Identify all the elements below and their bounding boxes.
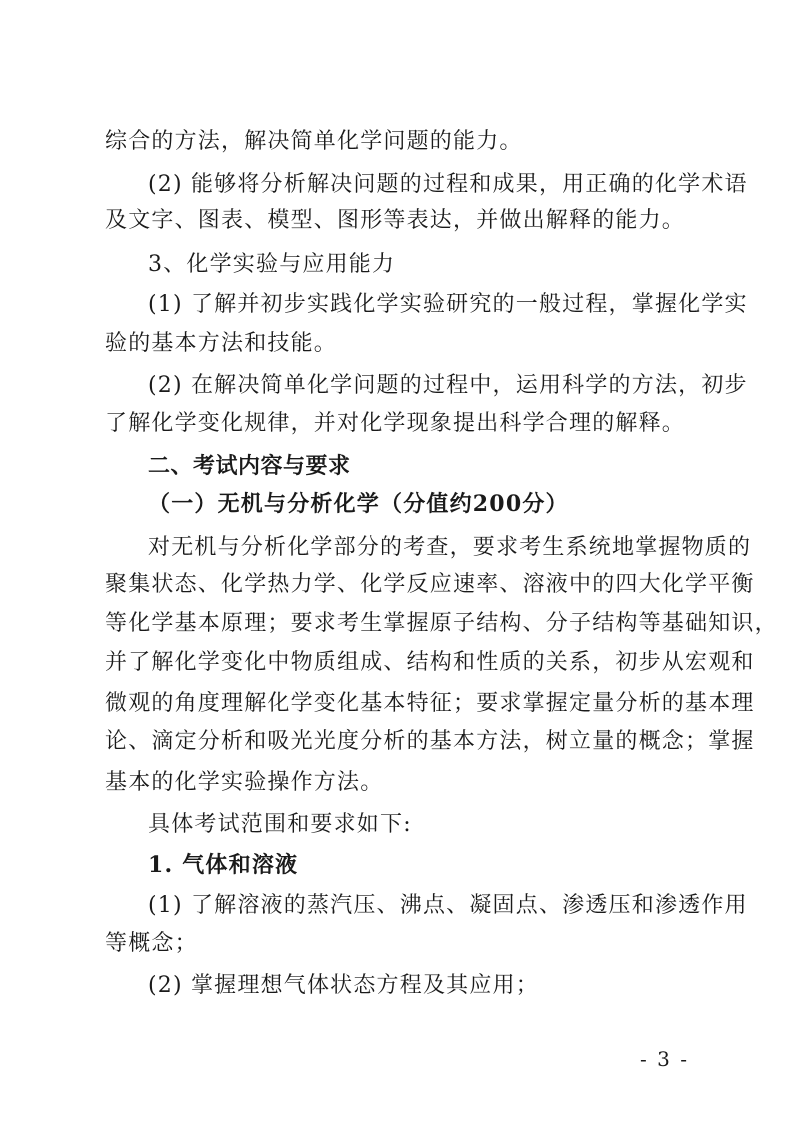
text-line: (2) 能够将分析解决问题的过程和成果，用正确的化学术语 (148, 172, 748, 197)
text-line: 了解化学变化规律，并对化学现象提出科学合理的解释。 (105, 411, 686, 436)
topic-heading: 1. 气体和溶液 (148, 852, 299, 878)
page-number: - 3 - (640, 1047, 689, 1071)
text-line: (2) 在解决简单化学问题的过程中，运用科学的方法，初步 (148, 373, 748, 398)
text-line: 等化学基本原理；要求考生掌握原子结构、分子结构等基础知识， (105, 611, 778, 636)
text-line: 等概念； (105, 931, 198, 956)
text-line: (1) 了解溶液的蒸汽压、沸点、凝固点、渗透压和渗透作用 (148, 893, 748, 918)
text-line: 聚集状态、化学热力学、化学反应速率、溶液中的四大化学平衡 (105, 572, 755, 597)
text-line: 综合的方法，解决简单化学问题的能力。 (105, 129, 523, 154)
subsection-heading: （一）无机与分析化学（分值约200分） (148, 491, 569, 517)
text-line: (1) 了解并初步实践化学实验研究的一般过程，掌握化学实 (148, 292, 748, 317)
text-line: 验的基本方法和技能。 (105, 331, 338, 356)
text-line: 对无机与分析化学部分的考查，要求考生系统地掌握物质的 (148, 535, 752, 560)
text-line: 并了解化学变化中物质组成、结构和性质的关系，初步从宏观和 (105, 650, 755, 675)
section-heading: 二、考试内容与要求 (148, 454, 351, 479)
text-line: 及文字、图表、模型、图形等表达，并做出解释的能力。 (105, 208, 686, 233)
text-line: 基本的化学实验操作方法。 (105, 770, 384, 795)
text-line: 论、滴定分析和吸光光度分析的基本方法，树立量的概念；掌握 (105, 729, 755, 754)
text-line: 微观的角度理解化学变化基本特征；要求掌握定量分析的基本理 (105, 691, 755, 716)
text-line: 具体考试范围和要求如下: (148, 812, 412, 837)
section-item-heading: 3、化学实验与应用能力 (148, 252, 396, 277)
text-line: (2) 掌握理想气体状态方程及其应用； (148, 973, 539, 998)
